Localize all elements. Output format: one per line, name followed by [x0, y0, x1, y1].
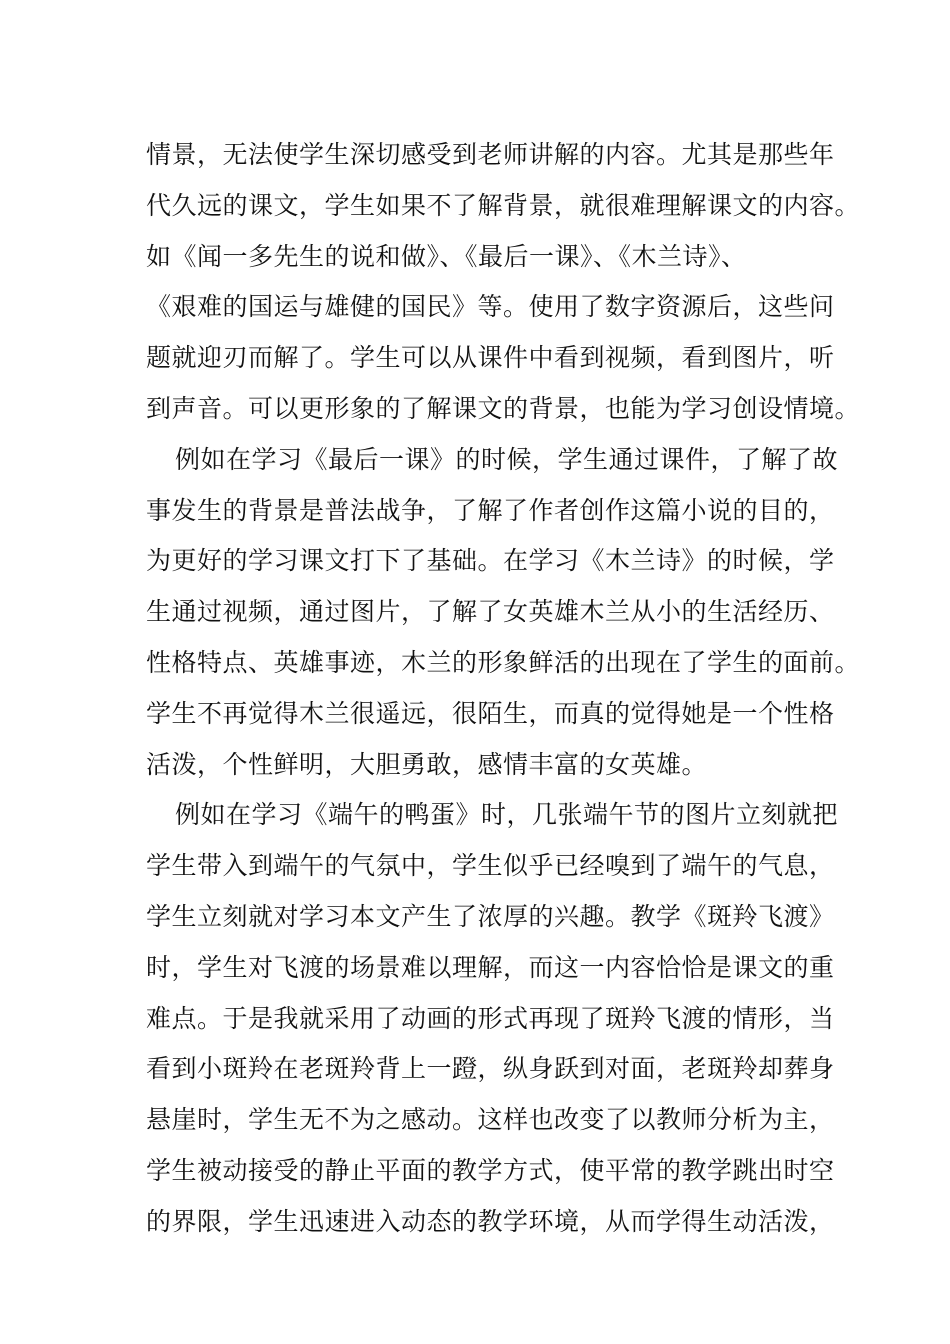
document-body [146, 130, 861, 1248]
text-line: 难点。于是我就采用了动画的形式再现了斑羚飞渡的情形，当 [146, 1003, 835, 1033]
text-line: 的界限，学生迅速进入动态的教学环境，从而学得生动活泼， [146, 1206, 835, 1236]
text-line: 为更好的学习课文打下了基础。在学习《木兰诗》的时候，学 [146, 546, 835, 576]
text-line: 代久远的课文，学生如果不了解背景，就很难理解课文的内容。 [146, 190, 861, 220]
text-line: 到声音。可以更形象的了解课文的背景，也能为学习创设情境。 [146, 393, 861, 423]
text-line: 时，学生对飞渡的场景难以理解，而这一内容恰恰是课文的重 [146, 952, 835, 982]
text-line: 事发生的背景是普法战争，了解了作者创作这篇小说的目的， [146, 495, 835, 525]
text-line: 如《闻一多先生的说和做》、《最后一课》、《木兰诗》、 [146, 241, 747, 271]
text-line: 性格特点、英雄事迹，木兰的形象鲜活的出现在了学生的面前。 [146, 647, 861, 677]
text-line: 学生立刻就对学习本文产生了浓厚的兴趣。教学《斑羚飞渡》 [146, 901, 835, 931]
text-line: 情景，无法使学生深切感受到老师讲解的内容。尤其是那些年 [146, 140, 835, 169]
paragraph-first-line: 例如在学习《端午的鸭蛋》时，几张端午节的图片立刻就把 [175, 800, 839, 830]
text-line: 学生被动接受的静止平面的教学方式，使平常的教学跳出时空 [146, 1155, 835, 1185]
text-line: 悬崖时，学生无不为之感动。这样也改变了以教师分析为主， [146, 1105, 835, 1135]
text-line: 学生不再觉得木兰很遥远，很陌生，而真的觉得她是一个性格 [146, 698, 835, 728]
text-line: 活泼，个性鲜明，大胆勇敢，感情丰富的女英雄。 [146, 749, 708, 779]
text-line: 看到小斑羚在老斑羚背上一蹬，纵身跃到对面，老斑羚却葬身 [146, 1054, 835, 1084]
text-line: 生通过视频，通过图片，了解了女英雄木兰从小的生活经历、 [146, 597, 835, 627]
paragraph-first-line: 例如在学习《最后一课》的时候，学生通过课件，了解了故 [175, 444, 839, 474]
text-line: 《艰难的国运与雄健的国民》等。使用了数字资源后，这些问 [146, 292, 835, 322]
text-line: 学生带入到端午的气氛中，学生似乎已经嗅到了端午的气息， [146, 851, 835, 881]
text-line: 题就迎刃而解了。学生可以从课件中看到视频，看到图片，听 [146, 343, 835, 373]
